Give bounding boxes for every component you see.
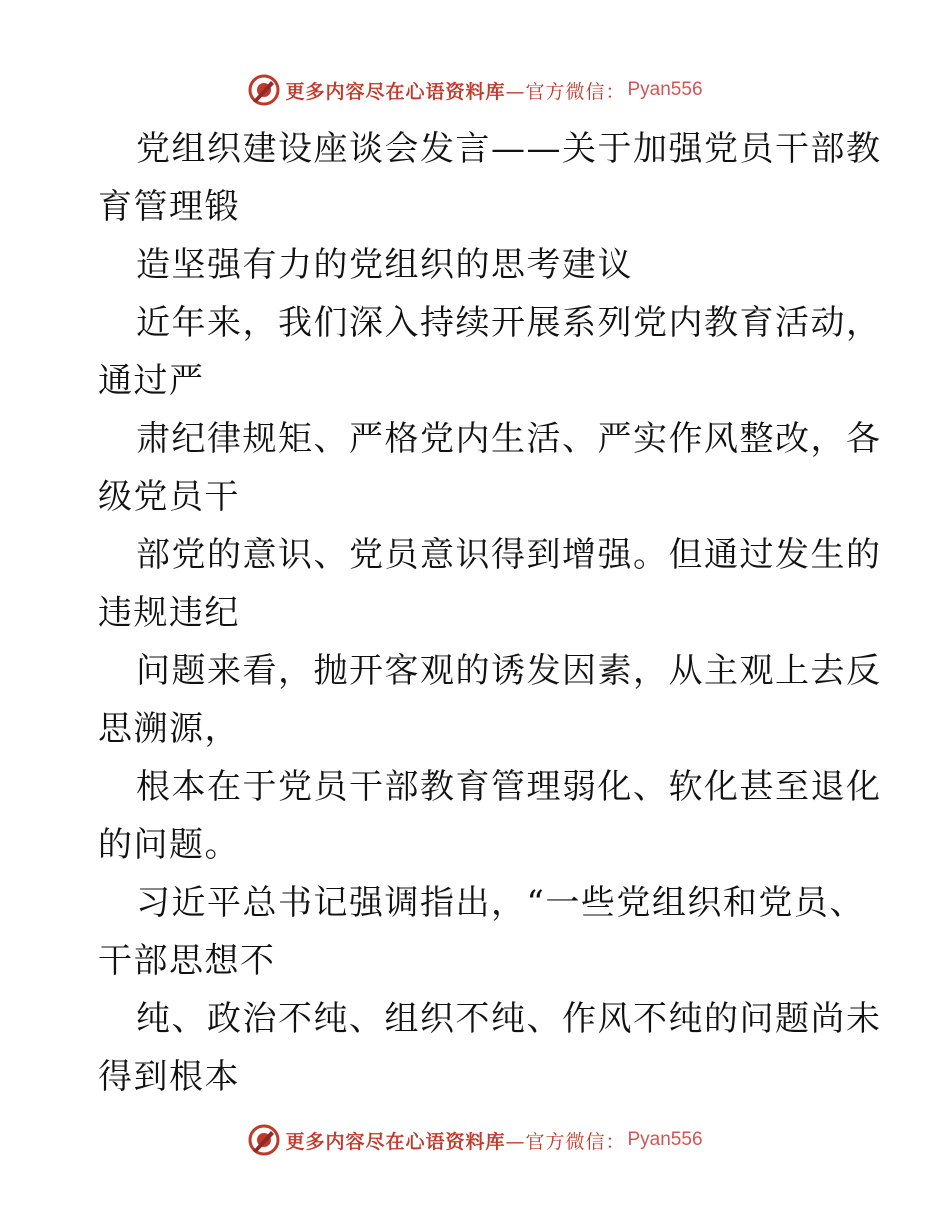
paragraph-wrap-line: 育管理锻 (98, 187, 240, 227)
paragraph (98, 758, 882, 874)
paragraph-wrap-line: 违规违纪 (98, 593, 240, 633)
watermark-wechat-id: Pyan556 (627, 79, 703, 100)
watermark-sub-text: —官方微信： (505, 1130, 626, 1153)
watermark-sub-text: —官方微信： (505, 80, 626, 103)
paragraph-first-line: 部党的意识、党员意识得到增强。但通过发生的 (136, 535, 882, 575)
paragraph (98, 294, 882, 410)
paragraph (98, 990, 882, 1106)
paragraph-wrap-line: 得到根本 (98, 1057, 240, 1097)
paragraph-wrap-line: 思溯源， (98, 709, 240, 749)
watermark-main-text: 更多内容尽在心语资料库 (285, 1130, 506, 1153)
paragraph-first-line: 根本在于党员干部教育管理弱化、软化甚至退化 (136, 767, 882, 807)
header-watermark (0, 70, 950, 110)
document-body (98, 120, 882, 1106)
paragraph-first-line: 肃纪律规矩、严格党内生活、严实作风整改，各 (136, 419, 882, 459)
pen-logo-icon (247, 1123, 281, 1157)
paragraph (98, 120, 882, 236)
watermark-main-text: 更多内容尽在心语资料库 (285, 80, 506, 103)
paragraph (98, 642, 882, 758)
paragraph-first-line: 党组织建设座谈会发言——关于加强党员干部教 (136, 129, 882, 169)
paragraph (98, 526, 882, 642)
pen-logo-icon (247, 73, 281, 107)
watermark-wechat-id: Pyan556 (627, 1129, 703, 1150)
footer-watermark (0, 1120, 950, 1160)
paragraph-first-line: 习近平总书记强调指出，“一些党组织和党员、 (136, 883, 865, 923)
paragraph-first-line: 造坚强有力的党组织的思考建议 (136, 245, 633, 285)
paragraph (98, 410, 882, 526)
paragraph-wrap-line: 级党员干 (98, 477, 240, 517)
paragraph-wrap-line: 通过严 (98, 361, 205, 401)
paragraph (98, 874, 865, 990)
paragraph-first-line: 问题来看，抛开客观的诱发因素，从主观上去反 (136, 651, 882, 691)
paragraph-first-line: 纯、政治不纯、组织不纯、作风不纯的问题尚未 (136, 999, 882, 1039)
paragraph-wrap-line: 的问题。 (98, 825, 240, 865)
paragraph-first-line: 近年来，我们深入持续开展系列党内教育活动， (136, 303, 882, 343)
paragraph (98, 236, 858, 294)
paragraph-wrap-line: 干部思想不 (98, 941, 276, 981)
